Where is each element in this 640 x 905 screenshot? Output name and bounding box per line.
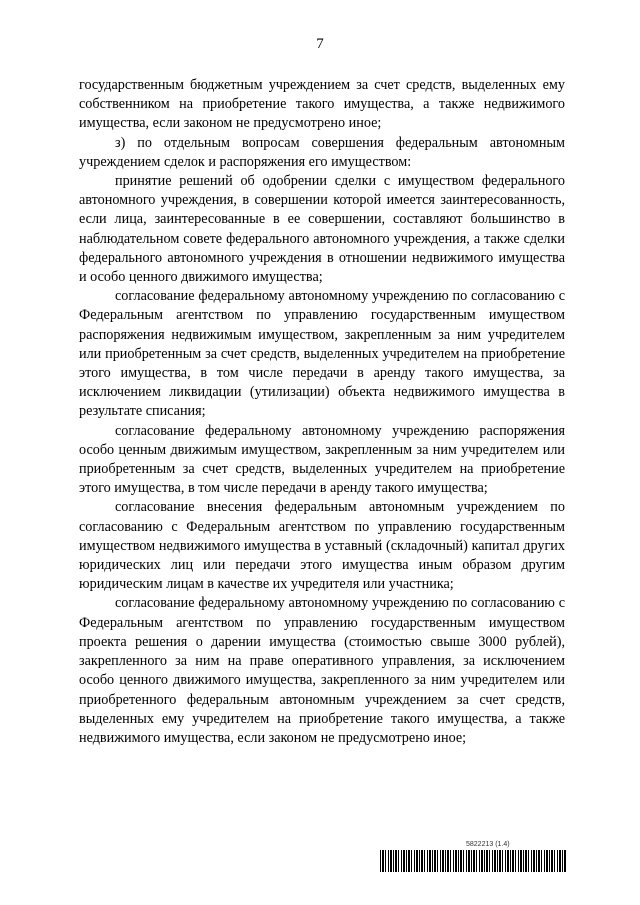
barcode [380, 850, 566, 872]
paragraph: согласование внесения федеральным автономным учреждением по согласованию с Федеральным агентством по управлению государственным имуществом недвижимого имущества в уставный (складочный) капитал других юридических лиц или передачи этого имущества иным образом другим юридическим лицам в качестве их учредителя или участника; [79, 499, 565, 593]
paragraph: з) по отдельным вопросам совершения федеральным автономным учреждением сделок и распоряжения его имуществом: [79, 134, 565, 170]
paragraph: принятие решений об одобрении сделки с имуществом федерального автономного учреждения, в совершении которой имеется заинтересованность, если лица, заинтересованные в ее совершении, составляют большинство в наблюдательном совете федерального автономного учреждения, а также сделки федерального автономного учреждения в отношении недвижимого имущества и особо ценного движимого имущества; [79, 173, 565, 286]
paragraph: согласование федеральному автономному учреждению по согласованию с Федеральным агентством по управлению государственным имуществом проекта решения о дарении имущества (стоимостью свыше 3000 рублей), закрепленного за ним на праве оперативного управления, за исключением особо ценного движимого имущества, закрепленного за ним учредителем или приобретенного федеральным автономным учреждением за счет средств, выделенных ему учредителем на приобретение такого имущества, а также недвижимого имущества, если законом не предусмотрено иное; [79, 595, 565, 746]
document-stamp-code: 5822213 (1.4) [466, 841, 510, 848]
page-number: 7 [316, 36, 324, 52]
paragraph: согласование федеральному автономному учреждению распоряжения особо ценным движимым имуществом, закрепленным за ним учредителем или приобретенным за счет средств, выделенных учредителем на приобретение этого имущества, в том числе передачи в аренду такого имущества; [79, 422, 565, 497]
document-body [79, 76, 565, 748]
paragraph: государственным бюджетным учреждением за счет средств, выделенных ему собственником на приобретение такого имущества, а также недвижимого имущества, если законом не предусмотрено иное; [79, 77, 565, 132]
paragraph: согласование федеральному автономному учреждению по согласованию с Федеральным агентством по управлению государственным имуществом распоряжения недвижимым имуществом, закрепленным за ним учредителем или приобретенным за счет средств, выделенных учредителем на приобретение этого имущества, в том числе передачи в аренду такого имущества, за исключением ликвидации (утилизации) объекта недвижимого имущества в результате списания; [79, 288, 565, 420]
